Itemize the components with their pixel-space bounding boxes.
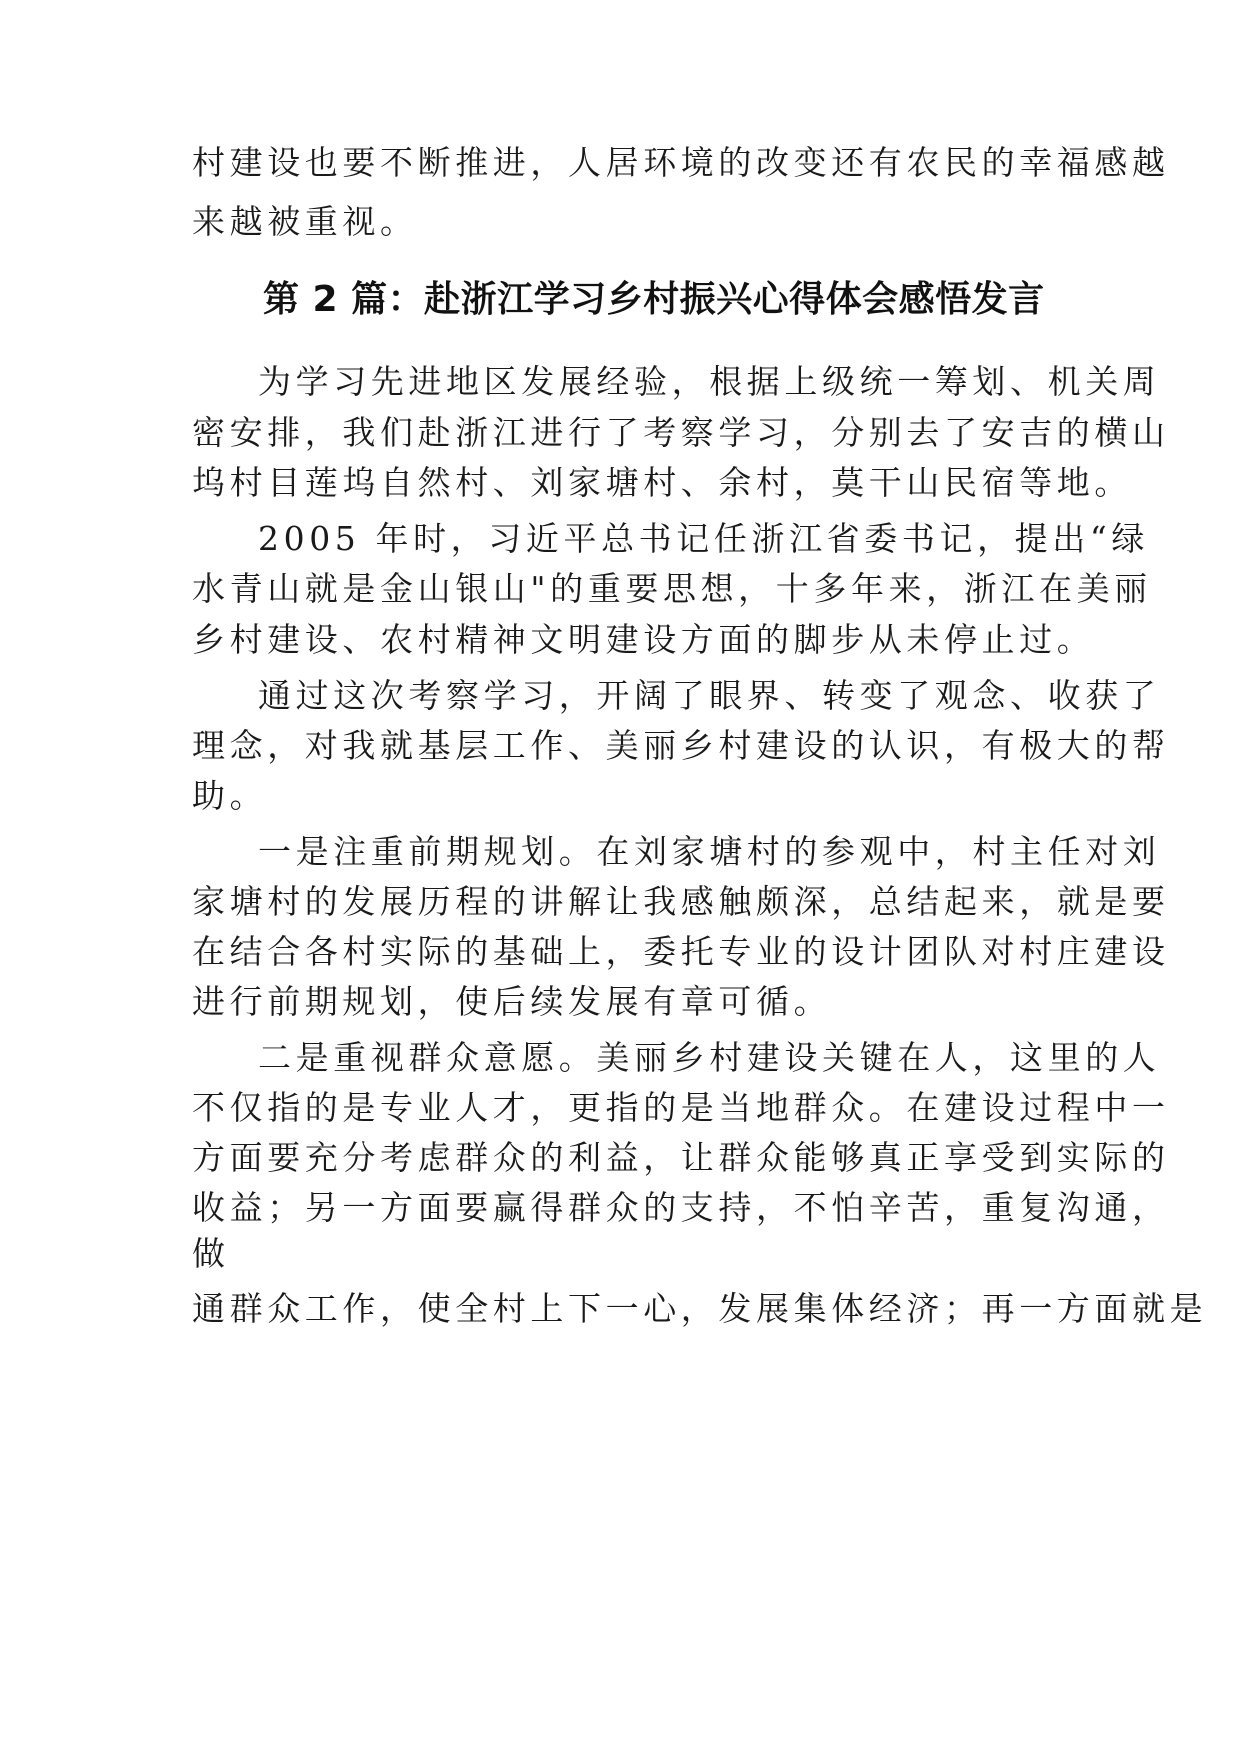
paragraph-5-line-2: 不仅指的是专业人才，更指的是当地群众。在建设过程中一 <box>192 1088 1170 1127</box>
paragraph-4-line-2: 家塘村的发展历程的讲解让我感触颇深，总结起来，就是要 <box>192 882 1170 921</box>
carryover-line-2: 来越被重视。 <box>192 202 418 241</box>
paragraph-4-line-1: 一是注重前期规划。在刘家塘村的参观中，村主任对刘 <box>258 832 1161 871</box>
paragraph-5-line-5: 做 <box>192 1234 230 1273</box>
paragraph-3-line-3: 助。 <box>192 776 268 815</box>
carryover-line-1: 村建设也要不断推进，人居环境的改变还有农民的幸福感越 <box>192 143 1170 182</box>
paragraph-1-line-3: 坞村目莲坞自然村、刘家塘村、余村，莫干山民宿等地。 <box>192 463 1132 502</box>
paragraph-5-line-3: 方面要充分考虑群众的利益，让群众能够真正享受到实际的 <box>192 1138 1170 1177</box>
section-heading: 第 2 篇：赴浙江学习乡村振兴心得体会感悟发言 <box>263 279 1045 320</box>
paragraph-5-line-1: 二是重视群众意愿。美丽乡村建设关键在人，这里的人 <box>258 1038 1161 1077</box>
paragraph-3-line-2: 理念，对我就基层工作、美丽乡村建设的认识，有极大的帮 <box>192 726 1170 765</box>
paragraph-5-line-6: 通群众工作，使全村上下一心，发展集体经济；再一方面就是 <box>192 1289 1208 1328</box>
paragraph-1-line-1: 为学习先进地区发展经验，根据上级统一筹划、机关周 <box>258 362 1161 401</box>
paragraph-4-line-4: 进行前期规划，使后续发展有章可循。 <box>192 982 832 1021</box>
paragraph-1-line-2: 密安排，我们赴浙江进行了考察学习，分别去了安吉的横山 <box>192 413 1170 452</box>
paragraph-2-line-1: 2005 年时，习近平总书记任浙江省委书记，提出“绿 <box>258 519 1149 558</box>
paragraph-4-line-3: 在结合各村实际的基础上，委托专业的设计团队对村庄建设 <box>192 932 1170 971</box>
paragraph-2-line-3: 乡村建设、农村精神文明建设方面的脚步从未停止过。 <box>192 620 1095 659</box>
paragraph-3-line-1: 通过这次考察学习，开阔了眼界、转变了观念、收获了 <box>258 676 1161 715</box>
paragraph-2-line-2: 水青山就是金山银山"的重要思想，十多年来，浙江在美丽 <box>192 569 1152 608</box>
paragraph-5-line-4: 收益；另一方面要赢得群众的支持，不怕辛苦，重复沟通， <box>192 1188 1170 1227</box>
